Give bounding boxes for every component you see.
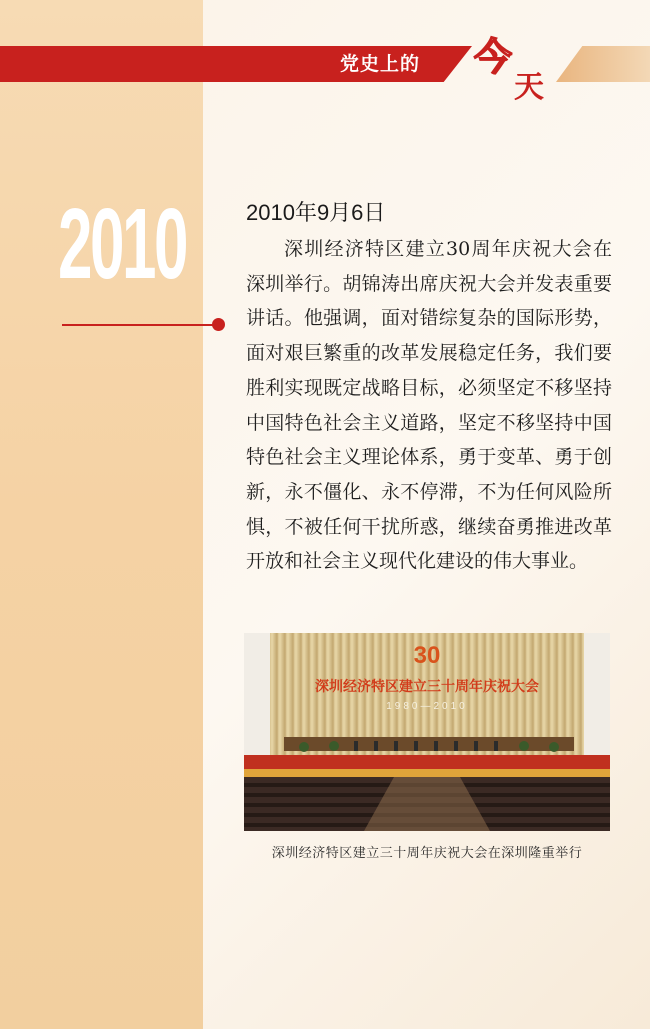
photo-logo-30: 30 [413, 642, 441, 669]
event-photo [244, 633, 610, 831]
column-title-today-char: 今 [474, 34, 513, 79]
year-large: 2010 [58, 188, 187, 300]
photo-banner-text: 深圳经济特区建立三十周年庆祝大会 [315, 679, 539, 695]
entry-date: 2010年9月6日 [246, 200, 386, 225]
timeline-rule [62, 324, 218, 326]
photo-caption: 深圳经济特区建立三十周年庆祝大会在深圳隆重举行 [271, 846, 583, 861]
photo-banner-years: 1980—2010 [386, 701, 468, 712]
column-title-day-char: 天 [514, 70, 544, 105]
column-title: 党史上的 [340, 53, 421, 75]
header-accent-stripe [556, 46, 650, 82]
entry-body: 深圳经济特区建立30周年庆祝大会在深圳举行。胡锦涛出席庆祝大会并发表重要讲话。他强调，面对错综复杂的国际形势，面对艰巨繁重的改革发展稳定任务，我们要胜利实现既定战略目标，必须坚定不移坚持中国特色社会主义道路，坚定不移坚持中国特色社会主义理论体系，勇于变革、勇于创新，永不僵化、永不停滞，不为任何风险所惧，不被任何干扰所惑，继续奋勇推进改革开放和社会主义现代化建设的伟大事业。 [246, 238, 612, 573]
timeline-dot [212, 318, 225, 331]
left-color-band [0, 0, 203, 1029]
